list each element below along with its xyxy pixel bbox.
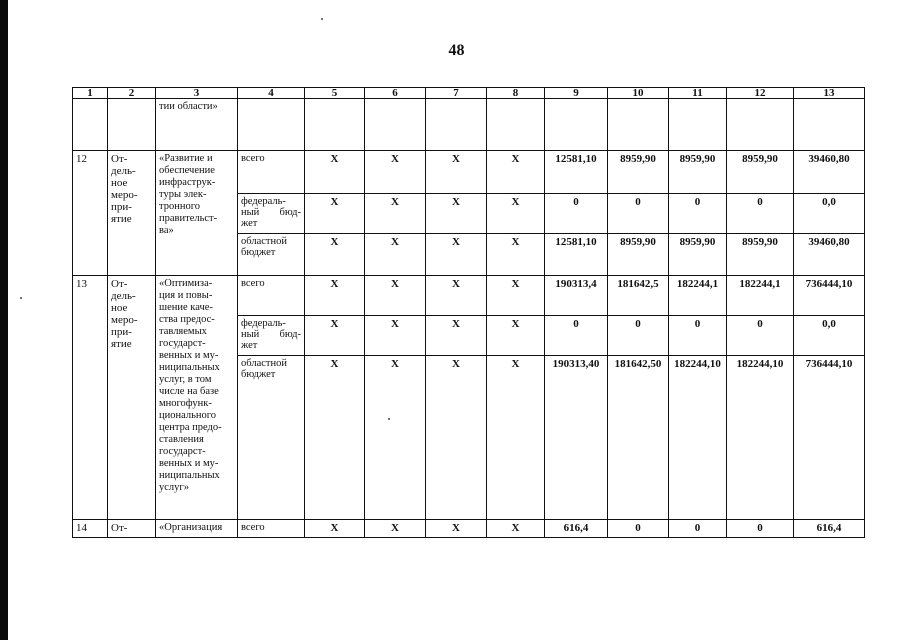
line: федераль- — [241, 318, 286, 329]
line: туры элек- — [159, 189, 207, 200]
value-cell: 8959,90 — [608, 151, 669, 194]
line: ное — [111, 302, 128, 314]
value-cell: X — [426, 194, 487, 234]
value-cell: X — [487, 234, 545, 276]
line: меро- — [111, 189, 138, 201]
line: числе на базе — [159, 386, 219, 397]
col-header: 8 — [487, 88, 545, 99]
value-cell: 736444,10 — [794, 276, 865, 316]
value-cell: X — [365, 316, 426, 356]
value-cell: 0 — [669, 520, 727, 538]
value-cell: 0 — [669, 316, 727, 356]
measure-desc-cell: тии области» — [156, 99, 238, 151]
measure-type-cell — [108, 276, 156, 520]
value-cell: X — [426, 520, 487, 538]
value-cell: 182244,10 — [669, 356, 727, 520]
line: венных и му- — [159, 458, 219, 469]
value-cell: 0 — [608, 194, 669, 234]
col-header: 7 — [426, 88, 487, 99]
funding-source-cell: всего — [238, 151, 305, 194]
value-cell: 190313,40 — [545, 356, 608, 520]
value-cell: 0 — [608, 520, 669, 538]
line: тавляемых — [159, 326, 207, 337]
value-cell: 12581,10 — [545, 151, 608, 194]
value-cell: 616,4 — [794, 520, 865, 538]
table-row-12-total — [73, 151, 865, 194]
value-cell: 12581,10 — [545, 234, 608, 276]
value-cell: 39460,80 — [794, 151, 865, 194]
value-cell: 0,0 — [794, 194, 865, 234]
value-cell: X — [487, 316, 545, 356]
value-cell: 181642,5 — [608, 276, 669, 316]
value-cell: 0 — [545, 316, 608, 356]
measure-desc-cell: «Организация — [156, 520, 238, 538]
value-cell: 182244,1 — [727, 276, 794, 316]
value-cell: X — [426, 234, 487, 276]
value-cell: 8959,90 — [727, 151, 794, 194]
col-header: 11 — [669, 88, 727, 99]
value-cell: 0 — [727, 520, 794, 538]
cell — [73, 99, 108, 151]
table-row-continuation — [73, 99, 865, 151]
value-cell: X — [487, 276, 545, 316]
scan-speck — [20, 297, 22, 299]
cell — [727, 99, 794, 151]
value-cell: X — [426, 151, 487, 194]
line: От- — [111, 153, 128, 165]
value-cell: 8959,90 — [669, 151, 727, 194]
value-cell: 736444,10 — [794, 356, 865, 520]
measure-type-cell: От- — [108, 520, 156, 538]
funding-source-cell — [238, 356, 305, 520]
line: тронного — [159, 201, 201, 212]
value-cell: X — [365, 520, 426, 538]
line: центра предо- — [159, 422, 222, 433]
cell — [669, 99, 727, 151]
value-cell: 190313,4 — [545, 276, 608, 316]
line: бюджет — [241, 369, 276, 380]
scan-left-edge — [0, 0, 8, 640]
line: инфраструк- — [159, 177, 216, 188]
cell — [608, 99, 669, 151]
cell — [238, 99, 305, 151]
line: меро- — [111, 314, 138, 326]
line: ва» — [159, 225, 174, 236]
measure-desc-cell — [156, 276, 238, 520]
line: ный бюд- — [241, 329, 301, 340]
line: ное — [111, 177, 128, 189]
value-cell: X — [487, 356, 545, 520]
col-header: 10 — [608, 88, 669, 99]
line: ционального — [159, 410, 217, 421]
value-cell: 0 — [669, 194, 727, 234]
funding-source-cell: всего — [238, 520, 305, 538]
value-cell: 182244,1 — [669, 276, 727, 316]
line: областной — [241, 236, 287, 247]
value-cell: X — [426, 276, 487, 316]
cell — [305, 99, 365, 151]
line: венных и му- — [159, 350, 219, 361]
value-cell: X — [305, 151, 365, 194]
line: правительст- — [159, 213, 218, 224]
line: обеспечение — [159, 165, 215, 176]
row-number-cell: 14 — [73, 520, 108, 538]
line: государст- — [159, 446, 206, 457]
line: «Оптимиза- — [159, 278, 213, 289]
value-cell: 181642,50 — [608, 356, 669, 520]
line: дель- — [111, 290, 136, 302]
funding-source-cell — [238, 194, 305, 234]
line: ниципальных — [159, 362, 220, 373]
value-cell: X — [305, 234, 365, 276]
value-cell: 0,0 — [794, 316, 865, 356]
funding-source-cell — [238, 316, 305, 356]
line: ства предос- — [159, 314, 215, 325]
col-header: 13 — [794, 88, 865, 99]
line: «Развитие и — [159, 153, 213, 164]
value-cell: X — [305, 194, 365, 234]
line: бюджет — [241, 247, 276, 258]
value-cell: X — [365, 234, 426, 276]
page-number: 48 — [448, 42, 465, 59]
cell — [487, 99, 545, 151]
value-cell: X — [365, 356, 426, 520]
line: жет — [241, 218, 258, 229]
line: ный бюд- — [241, 207, 301, 218]
cell — [108, 99, 156, 151]
line: ятие — [111, 338, 132, 350]
cell — [365, 99, 426, 151]
value-cell: X — [487, 151, 545, 194]
value-cell: 0 — [727, 316, 794, 356]
line: ставления — [159, 434, 204, 445]
col-header: 6 — [365, 88, 426, 99]
funding-source-cell — [238, 234, 305, 276]
col-header: 4 — [238, 88, 305, 99]
value-cell: 8959,90 — [727, 234, 794, 276]
row-number-cell: 12 — [73, 151, 108, 276]
table-row-13-total — [73, 276, 865, 316]
value-cell: X — [305, 356, 365, 520]
value-cell: X — [487, 194, 545, 234]
value-cell: X — [487, 520, 545, 538]
col-header: 12 — [727, 88, 794, 99]
scan-speck — [321, 18, 323, 20]
col-header: 2 — [108, 88, 156, 99]
value-cell: X — [305, 316, 365, 356]
header-row — [73, 88, 865, 99]
value-cell: 8959,90 — [608, 234, 669, 276]
line: федераль- — [241, 196, 286, 207]
line: государст- — [159, 338, 206, 349]
line: при- — [111, 326, 132, 338]
value-cell: X — [426, 316, 487, 356]
line: ниципальных — [159, 470, 220, 481]
cell — [545, 99, 608, 151]
line: ятие — [111, 213, 132, 225]
col-header: 1 — [73, 88, 108, 99]
line: областной — [241, 358, 287, 369]
line: шение каче- — [159, 302, 213, 313]
value-cell: X — [365, 276, 426, 316]
cell — [426, 99, 487, 151]
table-row-14-total — [73, 520, 865, 538]
value-cell: X — [365, 151, 426, 194]
line: дель- — [111, 165, 136, 177]
measure-type-cell — [108, 151, 156, 276]
line: жет — [241, 340, 258, 351]
value-cell: 0 — [608, 316, 669, 356]
measure-desc-cell — [156, 151, 238, 276]
line: услуг, в том — [159, 374, 212, 385]
funding-source-cell: всего — [238, 276, 305, 316]
line: ция и повы- — [159, 290, 213, 301]
value-cell: X — [305, 276, 365, 316]
budget-table — [72, 87, 865, 538]
line: услуг» — [159, 482, 189, 493]
line: многофунк- — [159, 398, 212, 409]
value-cell: 0 — [727, 194, 794, 234]
value-cell: X — [365, 194, 426, 234]
value-cell: X — [426, 356, 487, 520]
value-cell: X — [305, 520, 365, 538]
line: при- — [111, 201, 132, 213]
value-cell: 8959,90 — [669, 234, 727, 276]
value-cell: 39460,80 — [794, 234, 865, 276]
col-header: 9 — [545, 88, 608, 99]
col-header: 5 — [305, 88, 365, 99]
value-cell: 182244,10 — [727, 356, 794, 520]
cell — [794, 99, 865, 151]
col-header: 3 — [156, 88, 238, 99]
line: От- — [111, 278, 128, 290]
value-cell: 616,4 — [545, 520, 608, 538]
value-cell: 0 — [545, 194, 608, 234]
row-number-cell: 13 — [73, 276, 108, 520]
